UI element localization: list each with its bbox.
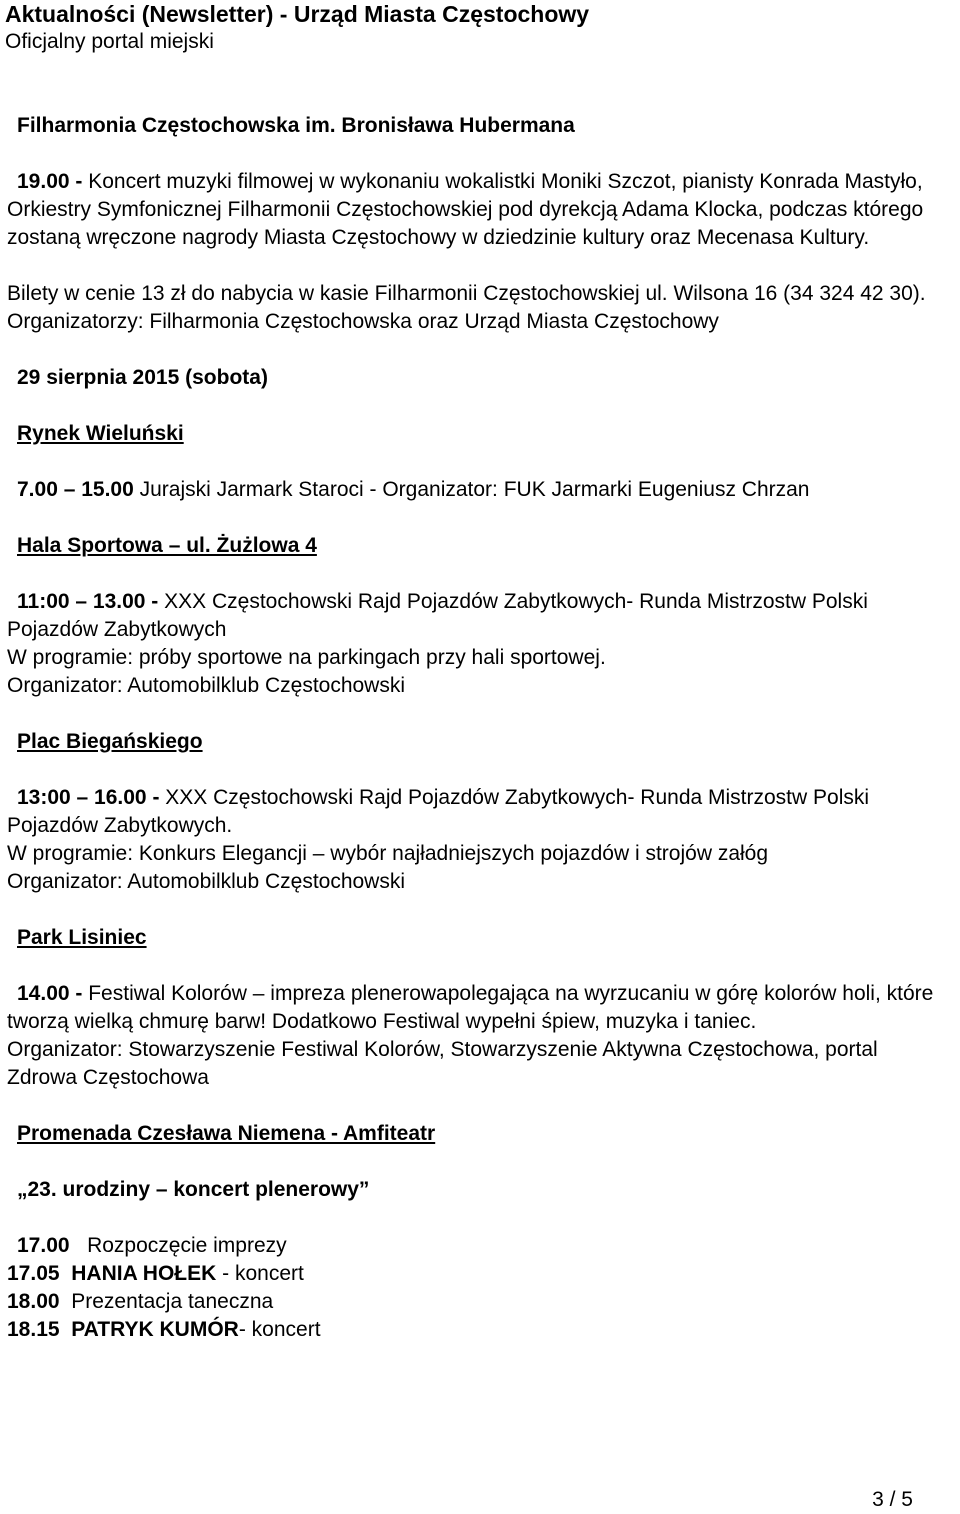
schedule-text: - koncert <box>238 1318 321 1341</box>
park-heading: Park Lisiniec <box>17 926 147 949</box>
schedule-time: 17.05 <box>7 1262 60 1285</box>
schedule-row <box>7 1288 947 1316</box>
schedule-row <box>7 1316 947 1344</box>
schedule-time: 17.00 <box>17 1234 70 1257</box>
event-date: 29 sierpnia 2015 (sobota) <box>17 366 268 389</box>
tickets-info: Bilety w cenie 13 zł do nabycia w kasie Filharmonii Częstochowskiej ul. Wilsona 16 (34 324 42 30). <box>7 282 926 305</box>
plac-time: 13:00 – 16.00 - <box>17 786 160 809</box>
hala-event <box>7 588 947 644</box>
park-text: Festiwal Kolorów – impreza plenerowapolegająca na wyrzucaniu w górę kolorów holi, które tworzą wielką chmurę barw! Dodatkowo Festiwal wypełni śpiew, muzyka i taniec. <box>7 982 934 1033</box>
hala-heading: Hala Sportowa – ul. Żużlowa 4 <box>17 534 317 557</box>
rynek-event <box>7 476 947 504</box>
schedule-time: 18.00 <box>7 1290 60 1313</box>
schedule-performer: HANIA HOŁEK <box>71 1262 217 1285</box>
page-number: 3 / 5 <box>872 1488 913 1511</box>
schedule-text: Rozpoczęcie imprezy <box>87 1234 287 1257</box>
filharmonia-text: Koncert muzyki filmowej w wykonaniu wokalistki Moniki Szczot, pianisty Konrada Mastyło, Orkiestry Symfonicznej Filharmonii Częstochowskiej pod dyrekcją Adama Klocka, podczas którego zostaną wręczone nagrody Miasta Częstochowy w dziedzinie kultury oraz Mecenasa Kultury. <box>7 170 924 249</box>
rynek-text: Jurajski Jarmark Staroci - Organizator: FUK Jarmarki Eugeniusz Chrzan <box>133 478 810 501</box>
plac-event <box>7 784 947 840</box>
schedule-row <box>7 1260 947 1288</box>
park-time: 14.00 - <box>17 982 83 1005</box>
plac-heading: Plac Biegańskiego <box>17 730 203 753</box>
schedule-row <box>7 1232 947 1260</box>
plac-text: XXX Częstochowski Rajd Pojazdów Zabytkowych- Runda Mistrzostw Polski Pojazdów Zabytkowych. <box>7 786 870 837</box>
promenada-heading: Promenada Czesława Niemena - Amfiteatr <box>17 1122 436 1145</box>
plac-program: W programie: Konkurs Elegancji – wybór najładniejszych pojazdów i strojów załóg <box>7 842 769 865</box>
filharmonia-heading: Filharmonia Częstochowska im. Bronisława Hubermana <box>17 114 575 137</box>
park-organizer: Organizator: Stowarzyszenie Festiwal Kolorów, Stowarzyszenie Aktywna Częstochowa, portal Zdrowa Częstochowa <box>7 1038 878 1089</box>
page-title: Aktualności (Newsletter) - Urząd Miasta Częstochowy <box>5 1 590 27</box>
park-event <box>7 980 947 1036</box>
schedule-performer: PATRYK KUMÓR <box>71 1318 239 1341</box>
rynek-time: 7.00 – 15.00 <box>17 478 134 501</box>
concert-title: „23. urodziny – koncert plenerowy” <box>17 1178 370 1201</box>
hala-organizer: Organizator: Automobilklub Częstochowski <box>7 674 406 697</box>
rynek-heading: Rynek Wieluński <box>17 422 184 445</box>
hala-time: 11:00 – 13.00 - <box>17 590 159 613</box>
schedule-text: - koncert <box>216 1262 304 1285</box>
schedule-text: Prezentacja taneczna <box>71 1290 274 1313</box>
page-subtitle: Oficjalny portal miejski <box>5 30 214 53</box>
organizers: Organizatorzy: Filharmonia Częstochowska oraz Urząd Miasta Częstochowy <box>7 310 719 333</box>
filharmonia-event <box>7 168 947 252</box>
concert-schedule <box>7 1232 947 1344</box>
hala-text: XXX Częstochowski Rajd Pojazdów Zabytkowych- Runda Mistrzostw Polski Pojazdów Zabytkowych <box>7 590 868 641</box>
plac-organizer: Organizator: Automobilklub Częstochowski <box>7 870 406 893</box>
filharmonia-time: 19.00 - <box>17 170 83 193</box>
page-header <box>5 0 589 56</box>
schedule-time: 18.15 <box>7 1318 60 1341</box>
document-body <box>7 112 947 1344</box>
hala-program: W programie: próby sportowe na parkingach przy hali sportowej. <box>7 646 606 669</box>
